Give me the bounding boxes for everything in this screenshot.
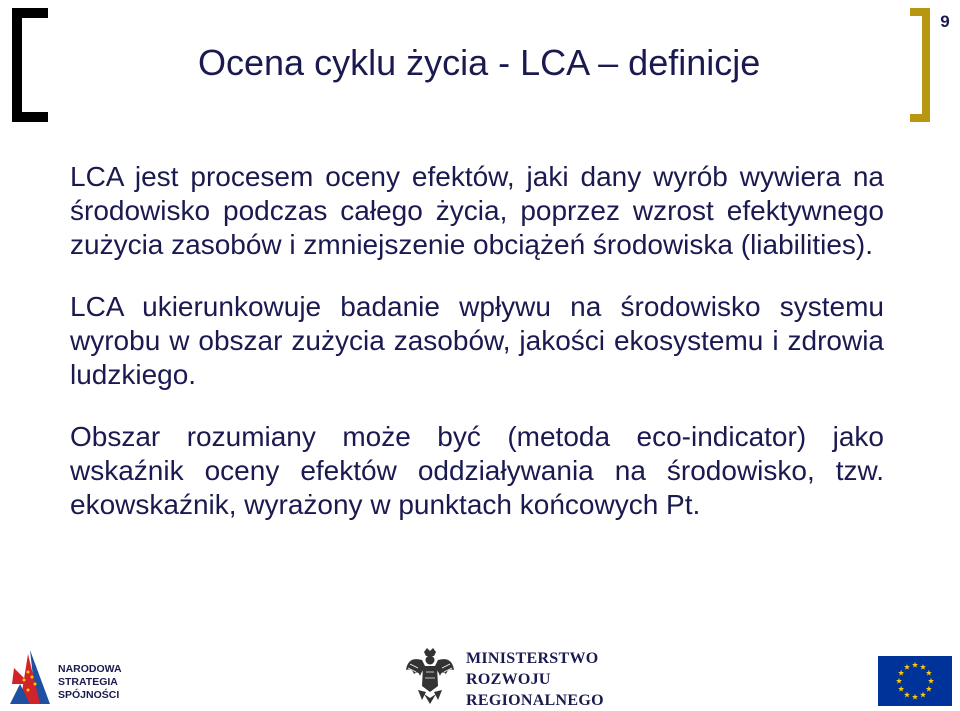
right-bracket-decoration — [910, 8, 930, 122]
page-number: 9 — [940, 12, 950, 31]
ministry-line-2: ROZWOJU — [466, 671, 551, 688]
nss-logo — [6, 644, 166, 708]
paragraph-eco-indicator: Obszar rozumiany może być (metoda eco-indicator) jako wskaźnik oceny efektów oddziaływania na środowisko, tzw. ekowskaźnik, wyrażony w punktach końcowych Pt. — [70, 421, 884, 520]
eu-flag-icon — [878, 656, 952, 706]
slide-body — [70, 160, 884, 550]
slide-title: Ocena cyklu życia - LCA – definicje — [198, 42, 761, 83]
ministry-name — [466, 648, 604, 711]
nss-text — [58, 663, 166, 702]
ministry-line-3: REGIONALNEGO — [466, 692, 604, 709]
paragraph-lca-scope: LCA ukierunkowuje badanie wpływu na środowisko systemu wyrobu w obszar zużycia zasobów, jakości ekosystemu i zdrowia ludzkiego. — [70, 291, 884, 390]
nss-line-1: NARODOWA — [58, 663, 122, 675]
nss-line-2: STRATEGIA SPÓJNOŚCI — [58, 676, 120, 701]
left-bracket-decoration — [12, 8, 48, 122]
polish-eagle-icon — [404, 648, 456, 706]
nss-emblem-icon — [6, 644, 52, 706]
ministry-line-1: MINISTERSTWO — [466, 650, 599, 667]
paragraph-lca-definition: LCA jest procesem oceny efektów, jaki dany wyrób wywiera na środowisko podczas całego życia, poprzez wzrost efektywnego zużycia zasobów i zmniejszenie obciążeń środowiska (liabilities). — [70, 161, 884, 260]
